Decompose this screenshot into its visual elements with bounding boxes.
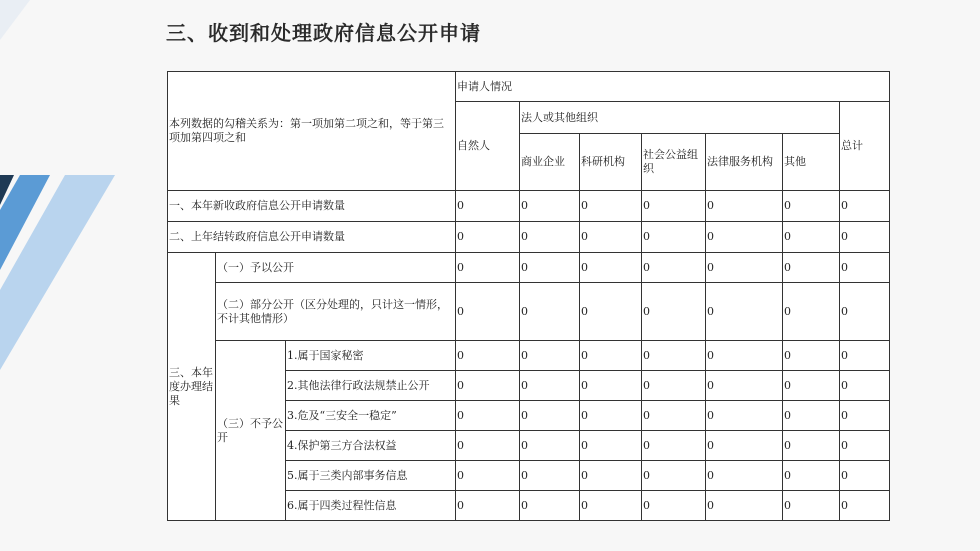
cell: 0 xyxy=(840,401,890,431)
row-label-np3: 3.危及“三安全一稳定” xyxy=(286,401,456,431)
cell: 0 xyxy=(642,191,706,222)
cell: 0 xyxy=(580,191,642,222)
cell: 0 xyxy=(840,431,890,461)
page-title: 三、收到和处理政府信息公开申请 xyxy=(166,21,481,45)
cell: 0 xyxy=(783,401,840,431)
row-label-new: 一、本年新收政府信息公开申请数量 xyxy=(168,191,456,222)
header-legal-org: 法人或其他组织 xyxy=(520,102,840,134)
col-commercial: 商业企业 xyxy=(520,134,580,191)
cell: 0 xyxy=(456,431,520,461)
row-label-np4: 4.保护第三方合法权益 xyxy=(286,431,456,461)
cell: 0 xyxy=(456,491,520,521)
cell: 0 xyxy=(840,253,890,283)
cell: 0 xyxy=(580,461,642,491)
row-label-np6: 6.属于四类过程性信息 xyxy=(286,491,456,521)
cell: 0 xyxy=(642,461,706,491)
cell: 0 xyxy=(580,341,642,371)
cell: 0 xyxy=(520,491,580,521)
cell: 0 xyxy=(642,222,706,253)
row-label-np2: 2.其他法律行政法规禁止公开 xyxy=(286,371,456,401)
cell: 0 xyxy=(520,341,580,371)
slide-decoration xyxy=(0,0,130,551)
cell: 0 xyxy=(520,191,580,222)
cell: 0 xyxy=(642,253,706,283)
cell: 0 xyxy=(783,222,840,253)
cell: 0 xyxy=(456,222,520,253)
row-label-np1: 1.属于国家秘密 xyxy=(286,341,456,371)
cell: 0 xyxy=(840,222,890,253)
cell: 0 xyxy=(642,341,706,371)
cell: 0 xyxy=(783,341,840,371)
cell: 0 xyxy=(783,461,840,491)
cell: 0 xyxy=(520,253,580,283)
cell: 0 xyxy=(456,461,520,491)
cell: 0 xyxy=(706,461,783,491)
cell: 0 xyxy=(580,401,642,431)
cell: 0 xyxy=(520,461,580,491)
cell: 0 xyxy=(456,401,520,431)
cell: 0 xyxy=(580,431,642,461)
cell: 0 xyxy=(706,401,783,431)
cell: 0 xyxy=(840,461,890,491)
cell: 0 xyxy=(456,191,520,222)
table-row xyxy=(168,283,890,341)
cell: 0 xyxy=(580,491,642,521)
cell: 0 xyxy=(706,222,783,253)
cell: 0 xyxy=(520,222,580,253)
cell: 0 xyxy=(840,191,890,222)
col-public-welfare: 社会公益组织 xyxy=(642,134,706,191)
header-desc: 本列数据的勾稽关系为：第一项加第二项之和，等于第三项加第四项之和 xyxy=(168,72,456,191)
table-row xyxy=(168,341,890,371)
row-label-carry: 二、上年结转政府信息公开申请数量 xyxy=(168,222,456,253)
cell: 0 xyxy=(783,283,840,341)
cell: 0 xyxy=(706,371,783,401)
row-label-results: 三、本年度办理结果 xyxy=(168,253,216,521)
cell: 0 xyxy=(840,341,890,371)
cell: 0 xyxy=(783,491,840,521)
cell: 0 xyxy=(840,283,890,341)
cell: 0 xyxy=(642,283,706,341)
cell: 0 xyxy=(580,222,642,253)
col-legal-service: 法律服务机构 xyxy=(706,134,783,191)
cell: 0 xyxy=(456,341,520,371)
cell: 0 xyxy=(642,431,706,461)
cell: 0 xyxy=(520,283,580,341)
cell: 0 xyxy=(580,371,642,401)
cell: 0 xyxy=(706,191,783,222)
cell: 0 xyxy=(520,401,580,431)
cell: 0 xyxy=(706,491,783,521)
table-row xyxy=(168,222,890,253)
cell: 0 xyxy=(840,371,890,401)
cell: 0 xyxy=(642,491,706,521)
cell: 0 xyxy=(580,283,642,341)
cell: 0 xyxy=(520,371,580,401)
col-research: 科研机构 xyxy=(580,134,642,191)
cell: 0 xyxy=(783,253,840,283)
cell: 0 xyxy=(456,371,520,401)
cell: 0 xyxy=(706,341,783,371)
cell: 0 xyxy=(520,431,580,461)
cell: 0 xyxy=(783,371,840,401)
cell: 0 xyxy=(706,283,783,341)
cell: 0 xyxy=(456,253,520,283)
table-row xyxy=(168,253,890,283)
cell: 0 xyxy=(580,253,642,283)
header-total: 总计 xyxy=(840,102,890,191)
col-other: 其他 xyxy=(783,134,840,191)
table-row xyxy=(168,191,890,222)
cell: 0 xyxy=(706,431,783,461)
row-label-np5: 5.属于三类内部事务信息 xyxy=(286,461,456,491)
row-label-partial: （二）部分公开（区分处理的，只计这一情形，不计其他情形） xyxy=(216,283,456,341)
header-natural-person: 自然人 xyxy=(456,102,520,191)
cell: 0 xyxy=(783,431,840,461)
cell: 0 xyxy=(706,253,783,283)
cell: 0 xyxy=(783,191,840,222)
row-label-notpublic: （三）不予公开 xyxy=(216,341,286,521)
info-disclosure-table xyxy=(167,71,890,521)
header-applicant: 申请人情况 xyxy=(456,72,890,102)
cell: 0 xyxy=(840,491,890,521)
cell: 0 xyxy=(642,401,706,431)
cell: 0 xyxy=(642,371,706,401)
cell: 0 xyxy=(456,283,520,341)
row-label-public: （一）予以公开 xyxy=(216,253,456,283)
